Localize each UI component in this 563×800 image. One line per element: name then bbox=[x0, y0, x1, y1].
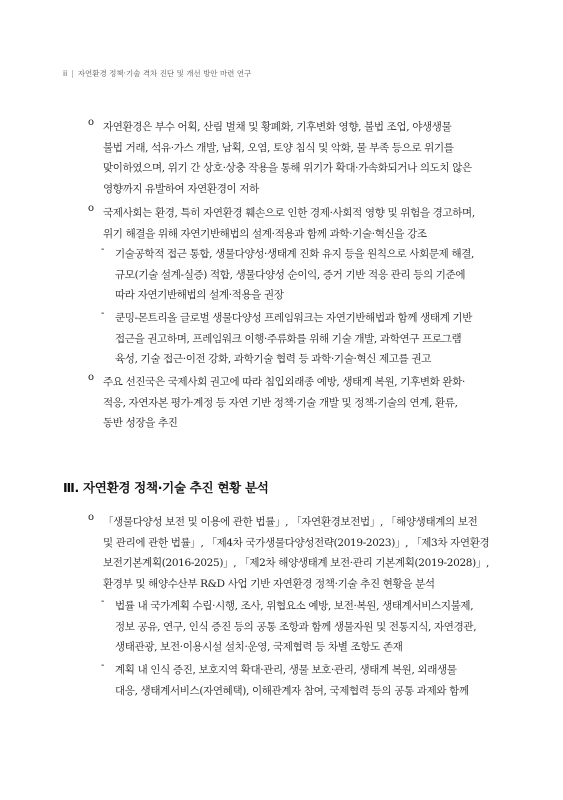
bullet-item bbox=[88, 512, 489, 594]
paragraph-line: 계획 내 인식 증진, 보호지역 확대·관리, 생물 보호·관리, 생태계 복원, 외래생물 bbox=[115, 664, 457, 676]
bullet-marker: o bbox=[88, 117, 94, 128]
paragraph-line: 동반 성장을 추진 bbox=[103, 417, 178, 429]
sub-bullet-marker: - bbox=[101, 308, 105, 319]
paragraph-line: 주요 선진국은 국제사회 권고에 따라 침입외래종 예방, 생태계 복원, 기후변화 완화· bbox=[103, 376, 466, 388]
paragraph-line: 자연환경은 부수 어획, 산림 벌채 및 황폐화, 기후변화 영향, 불법 조업, 야생생물 bbox=[103, 121, 452, 133]
paragraph-line: 정보 공유, 연구, 인식 증진 등의 공통 조항과 함께 생물자원 및 전통지식, 자연경관, bbox=[115, 620, 477, 633]
paragraph-line: 따라 자연기반해법의 설계·적용을 권장 bbox=[115, 289, 284, 301]
running-header bbox=[63, 68, 251, 79]
paragraph-line: 대응, 생태계서비스(자연혜택), 이해관계자 참여, 국제협력 등의 공통 과제와 함께 bbox=[115, 684, 469, 697]
paragraph-line: 영향까지 유발하여 자연환경이 저하 bbox=[103, 182, 259, 195]
paragraph-line: 「생물다양성 보전 및 이용에 관한 법률」, 「자연환경보전법」, 「해양생태계의 보전 bbox=[103, 516, 478, 528]
bullet-marker: o bbox=[88, 203, 94, 214]
sub-bullet-item bbox=[101, 308, 472, 370]
bullet-item bbox=[88, 372, 465, 434]
bullet-marker: o bbox=[88, 512, 94, 523]
sub-bullet-marker: - bbox=[101, 596, 105, 607]
paragraph-line: 위기 해결을 위해 자연기반해법의 설계·적용과 함께 과학·기술·혁신을 강조 bbox=[103, 227, 427, 240]
bullet-item bbox=[88, 203, 475, 244]
paragraph-line: 보전기본계획(2016-2025)」, 「제2차 해양생태계 보전·관리 기본계획(2019-2028)」, bbox=[103, 557, 490, 569]
paragraph-line: 법률 내 국가계획 수립·시행, 조사, 위협요소 예방, 보전·복원, 생태계서비스지불제, bbox=[115, 600, 474, 612]
section-heading: Ⅲ. 자연환경 정책·기술 추진 현황 분석 bbox=[63, 480, 269, 495]
header-separator: | bbox=[71, 69, 74, 78]
paragraph-line: 규모(기술 설계-실증) 적합, 생물다양성 순이익, 증거 기반 적응 관리 등의 기준에 bbox=[115, 268, 466, 281]
sub-bullet-item bbox=[101, 660, 469, 701]
paragraph-line: 육성, 기술 접근·이전 강화, 과학기술 협력 등 과학·기술·혁신 제고를 권고 bbox=[115, 353, 432, 365]
paragraph-line: 국제사회는 환경, 특히 자연환경 훼손으로 인한 경제·사회적 영향 및 위험을 경고하며, bbox=[103, 207, 475, 219]
paragraph-line: 적응, 자연자본 평가·계정 등 자연 기반 정책·기술 개발 및 정책-기술의 연계, 환류, bbox=[103, 396, 458, 409]
paragraph-line: 접근을 권고하며, 프레임워크 이행·주류화를 위해 기술 개발, 과학연구 프로그램 bbox=[115, 332, 462, 345]
paragraph-line: 불법 거래, 석유·가스 개발, 남획, 오염, 토양 침식 및 악화, 물 부족 등으로 위기를 bbox=[103, 141, 454, 154]
paragraph-line: 맞이하였으며, 위기 간 상호·상충 작용을 통해 위기가 확대·가속화되거나 의도치 않은 bbox=[103, 162, 472, 174]
paragraph-line: 기술공학적 접근 통합, 생물다양성·생태계 진화 유지 등을 원칙으로 사회문제 해결, bbox=[115, 248, 475, 260]
bullet-marker: o bbox=[88, 372, 94, 383]
paragraph-line: 및 관리에 관한 법률」, 「제4차 국가생물다양성전략(2019-2023)」, 「제3차 자연환경 bbox=[103, 536, 490, 549]
paragraph-line: 환경부 및 해양수산부 R&D 사업 기반 자연환경 정책·기술 추진 현황을 분석 bbox=[103, 577, 435, 590]
paragraph-line: 쿤밍-몬트리올 글로벌 생물다양성 프레임워크는 자연기반해법과 함께 생태계 기반 bbox=[115, 312, 473, 324]
sub-bullet-marker: - bbox=[101, 244, 105, 255]
sub-bullet-item bbox=[101, 596, 476, 658]
bullet-item bbox=[88, 117, 472, 199]
paragraph-line: 생태관광, 보전·이용시설 설치·운영, 국제협력 등 차별 조항도 존재 bbox=[115, 641, 403, 653]
page-number: ii bbox=[63, 69, 68, 78]
sub-bullet-item bbox=[101, 244, 474, 306]
sub-bullet-marker: - bbox=[101, 660, 105, 671]
running-title: 자연환경 정책·기술 격차 진단 및 개선 방안 마련 연구 bbox=[77, 69, 252, 78]
